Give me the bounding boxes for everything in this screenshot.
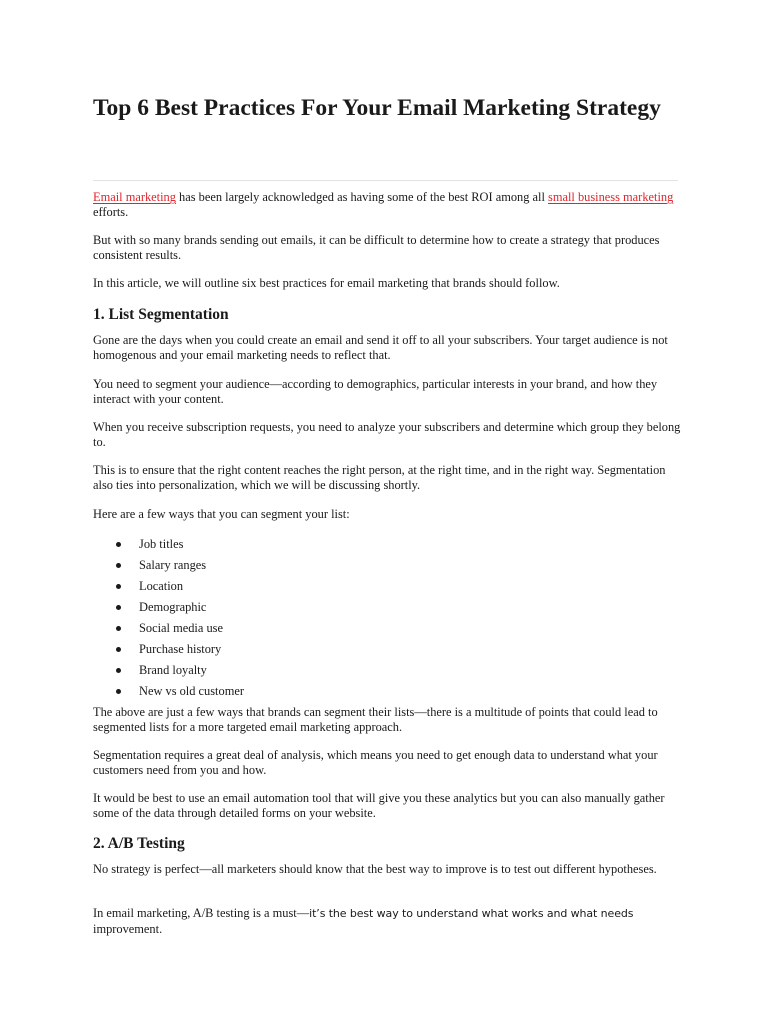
paragraph: This is to ensure that the right content reaches the right person, at the right time, and in the right way. Segmentation also ties into personalization, which we will be discussing shortly.	[93, 463, 666, 492]
list-item: Demographic	[110, 600, 244, 621]
paragraph: Segmentation requires a great deal of analysis, which means you need to get enough data to understand what your customers need from you and how.	[93, 748, 658, 777]
email-marketing-link[interactable]: Email marketing	[93, 190, 176, 204]
paragraph: But with so many brands sending out emails, it can be difficult to determine how to create a strategy that produces consistent results.	[93, 233, 660, 262]
paragraph: Gone are the days when you could create an email and send it off to all your subscribers. Your target audience is not homogenous and your email marketing needs to reflect that.	[93, 333, 668, 362]
section-heading-ab-testing: 2. A/B Testing	[93, 835, 185, 852]
bullet-icon	[116, 584, 121, 589]
bullet-icon	[116, 605, 121, 610]
bullet-icon	[116, 542, 121, 547]
paragraph: Here are a few ways that you can segment your list:	[93, 507, 350, 521]
bullet-icon	[116, 626, 121, 631]
list-item: Brand loyalty	[110, 663, 244, 684]
paragraph: In email marketing, A/B testing is a must—it’s the best way to understand what works and what needs improvement.	[93, 906, 634, 936]
segmentation-list	[110, 537, 244, 705]
bullet-icon	[116, 563, 121, 568]
intro-text-2: efforts.	[93, 204, 129, 219]
paragraph: You need to segment your audience—according to demographics, particular interests in your brand, and how they interact with your content.	[93, 377, 658, 406]
title-divider	[93, 180, 678, 181]
list-item: Social media use	[110, 621, 244, 642]
bullet-icon	[116, 689, 121, 694]
intro-paragraph	[93, 190, 683, 219]
intro-text-1: has been largely acknowledged as having some of the best ROI among all	[175, 190, 549, 204]
list-item: Job titles	[110, 537, 244, 558]
paragraph: The above are just a few ways that brands can segment their lists—there is a multitude of points that could lead to segmented lists for a more targeted email marketing approach.	[93, 705, 658, 734]
list-item: New vs old customer	[110, 684, 244, 705]
paragraph: It would be best to use an email automation tool that will give you these analytics but you can also manually gather some of the data through detailed forms on your website.	[93, 791, 665, 820]
paragraph: In this article, we will outline six best practices for email marketing that brands should follow.	[93, 276, 560, 290]
list-item: Location	[110, 579, 244, 600]
paragraph: No strategy is perfect—all marketers should know that the best way to improve is to test out different hypotheses.	[93, 862, 657, 876]
list-item: Salary ranges	[110, 558, 244, 579]
bullet-icon	[116, 647, 121, 652]
bullet-icon	[116, 668, 121, 673]
paragraph: When you receive subscription requests, you need to analyze your subscribers and determine which group they belong to.	[93, 420, 681, 449]
list-item: Purchase history	[110, 642, 244, 663]
article-title: Top 6 Best Practices For Your Email Marketing Strategy	[93, 95, 661, 121]
section-heading-list-segmentation: 1. List Segmentation	[93, 306, 229, 323]
small-business-marketing-link[interactable]: small business marketing	[548, 190, 674, 204]
